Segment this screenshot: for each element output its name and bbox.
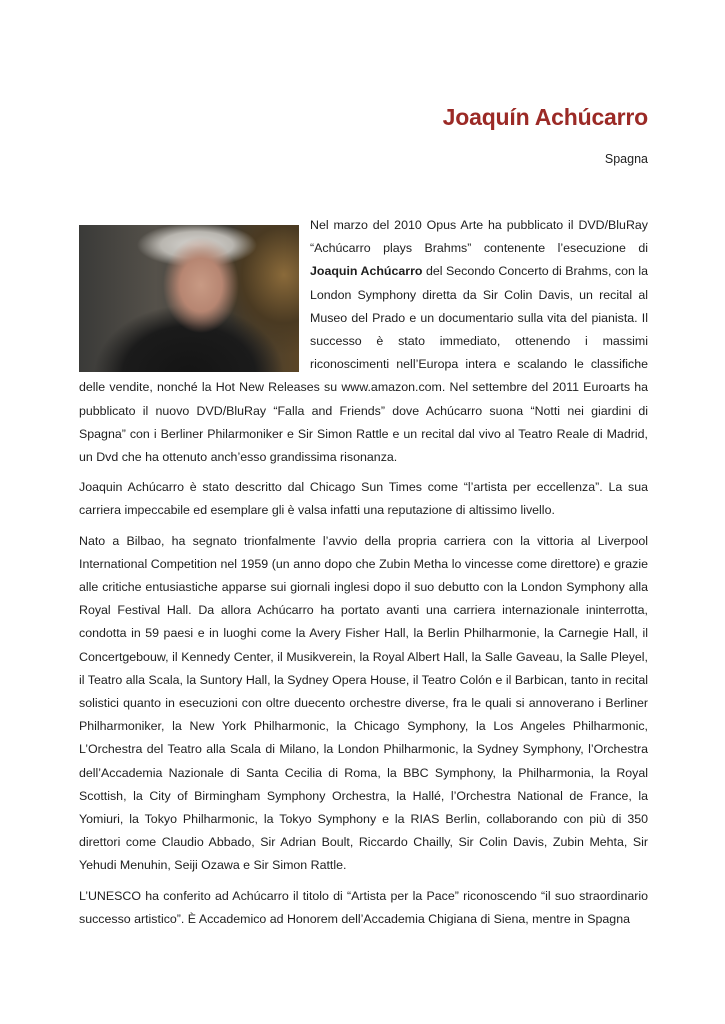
country-label: Spagna bbox=[604, 152, 648, 166]
paragraph-1-text-a: Nel marzo del 2010 Opus Arte ha pubblicato il DVD/BluRay “Achúcarro plays Brahms” contenente l’esecuzione di bbox=[310, 218, 648, 256]
biography-body bbox=[79, 214, 648, 938]
paragraph-4: L’UNESCO ha conferito ad Achúcarro il titolo di “Artista per la Pace” riconoscendo “il suo straordinario successo artistico”. È Accademico ad Honorem dell’Accademia Chigiana di Siena, mentre in Spagna bbox=[79, 888, 648, 926]
paragraph-2: Joaquin Achúcarro è stato descritto dal Chicago Sun Times come “l’artista per eccellenza”. La sua carriera impeccabile ed esemplare gli è valsa infatti una reputazione di altissimo livello. bbox=[79, 480, 648, 518]
artist-photo bbox=[79, 225, 299, 372]
page-title: Joaquín Achúcarro bbox=[442, 104, 648, 130]
paragraph-1-text-b: del Secondo Concerto di Brahms, con la London Symphony diretta da Sir Colin Davis, un recital al Museo del Prado e un documentario sulla vita del pianista. Il successo è stato immediato, ottenendo i massimi riconoscimenti nell’Europa intera e scalando le classifiche delle vendite, nonché la Hot New Releases su www.amazon.com. Nel settembre del 2011 Euroarts ha pubblicato il nuovo DVD/BluRay “Falla and Friends” dove Achúcarro suona “Notti nei giardini di Spagna” con i Berliner Philarmoniker e Sir Simon Rattle e un recital dal vivo al Teatro Reale di Madrid, un Dvd che ha ottenuto anch’esso grandissima risonanza. bbox=[79, 264, 648, 465]
paragraph-3: Nato a Bilbao, ha segnato trionfalmente l’avvio della propria carriera con la vittoria al Liverpool International Competition nel 1959 (un anno dopo che Zubin Metha lo vincesse come direttore) e grazie alle critiche entusiastiche apparse sui giornali inglesi dopo il suo debutto con la London Symphony alla Royal Festival Hall. Da allora Achúcarro ha portato avanti una carriera internazionale ininterrotta, condotta in 59 paesi e in luoghi come la Avery Fisher Hall, la Berlin Philharmonie, la Carnegie Hall, il Concertgebouw, il Kennedy Center, il Musikverein, la Royal Albert Hall, la Salle Gaveau, la Salle Pleyel, il Teatro alla Scala, la Suntory Hall, la Sydney Opera House, il Teatro Colón e il Barbican, tanto in recital solistici quanto in esecuzioni con oltre duecento orchestre diverse, fra le quali si annoverano i Berliner Philharmoniker, la New York Philharmonic, la Chicago Symphony, la Los Angeles Philharmonic, L’Orchestra del Teatro alla Scala di Milano, la London Philharmonic, la Sydney Symphony, l’Orchestra dell’Accademia Nazionale di Santa Cecilia di Roma, la BBC Symphony, la Philharmonia, la Royal Scottish, la City of Birmingham Symphony Orchestra, la Hallé, l’Orchestra National de France, la Yomiuri, la Tokyo Philharmonic, la Tokyo Symphony e la RIAS Berlin, collaborando con più di 350 direttori come Claudio Abbado, Sir Adrian Boult, Riccardo Chailly, Sir Colin Davis, Zubin Mehta, Sir Yehudi Menuhin, Seiji Ozawa e Sir Simon Rattle. bbox=[79, 533, 648, 873]
artist-name-bold: Joaquin Achúcarro bbox=[310, 264, 423, 279]
